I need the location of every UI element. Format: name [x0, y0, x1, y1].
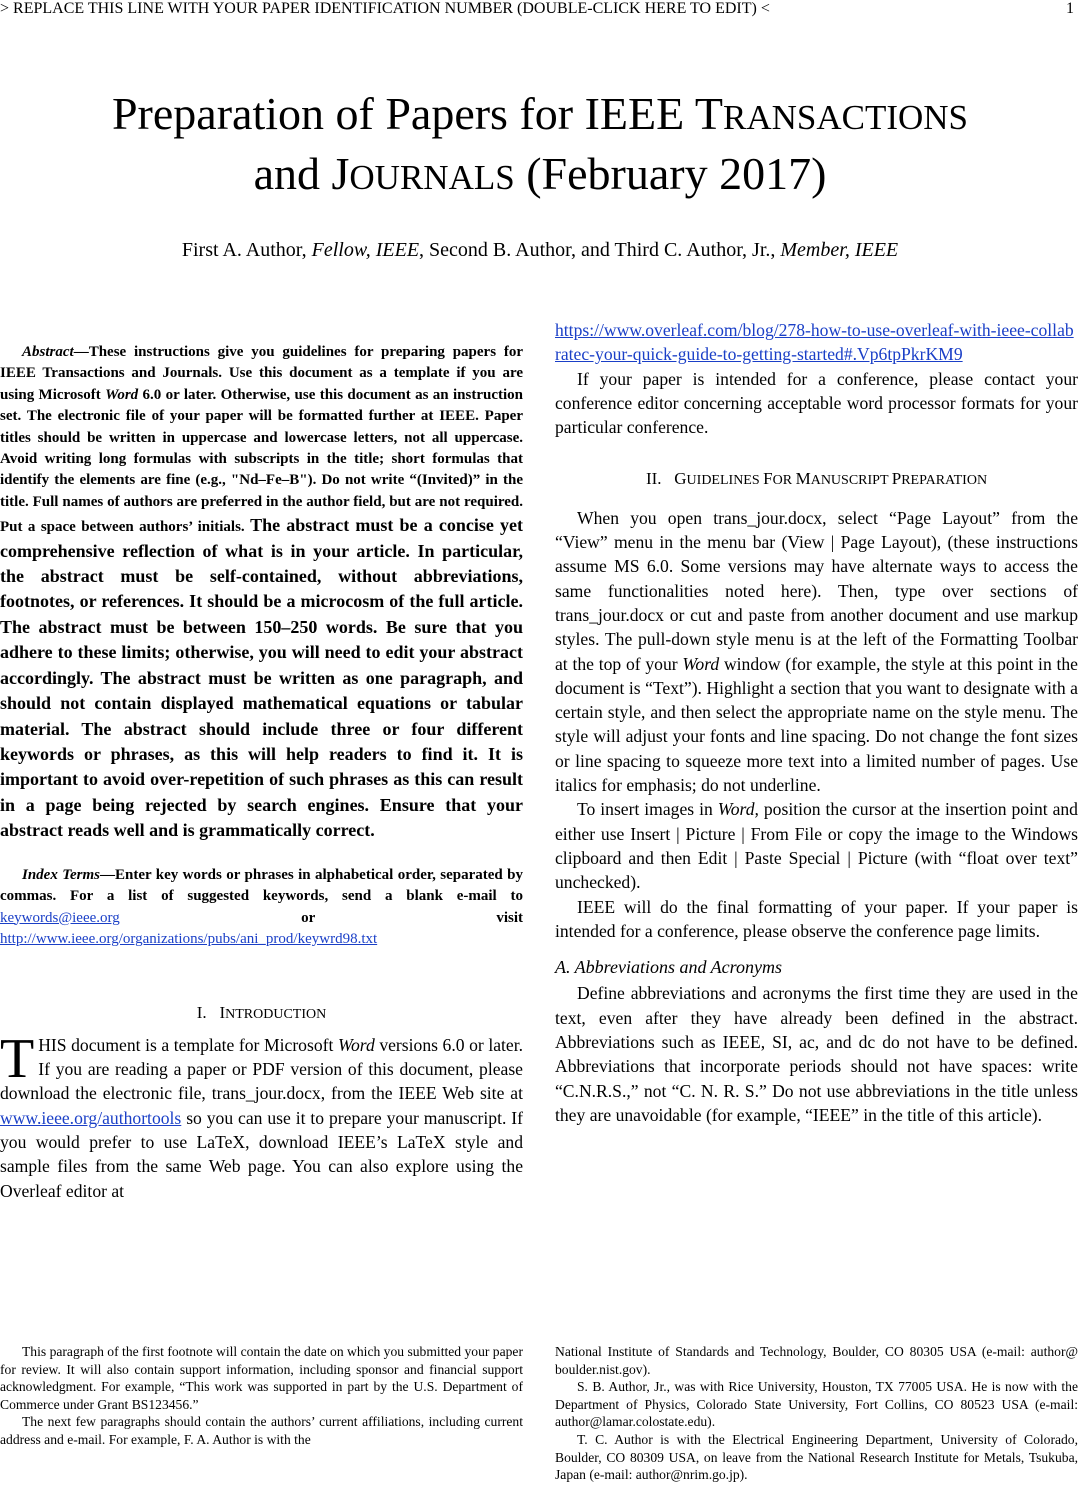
footnote-left [0, 1343, 523, 1449]
keywords-email-link[interactable]: keywords@ieee.org [0, 909, 120, 926]
subsection-heading-abbreviations: A. Abbreviations and Acronyms [555, 957, 782, 978]
section-heading-first: I [219, 1002, 226, 1022]
footnote-paragraph: This paragraph of the first footnote will contain the date on which you submitted your paper for review. It will also contain support information, including sponsor and financial support acknowledgment. For example, “This work was supported in part by the U.S. Department of Commerce under Grant BS123456.” [0, 1344, 523, 1412]
intro-text-2: versions 6.0 or later. If you are reading a paper or PDF version of this document, please download the electronic file, trans_jour.docx, from the IEEE Web site at [0, 1034, 523, 1104]
section-numeral: I. [196, 1002, 207, 1022]
footnote-right [555, 1343, 1078, 1484]
index-terms [0, 865, 523, 951]
heading-word: OR [772, 473, 796, 489]
heading-letter: G [674, 469, 687, 489]
intro-paragraph [0, 1027, 523, 1203]
paragraph-text: window (for example, the style at this point in the document is “Text”). Highlight a section that you want to designate with a certain style, and then select the appropriate name on the style menu. The style will adjust your fonts and line spacing. Do not change the font sizes or line spacing to squeeze more text into a limited number of pages. Use italics for emphasis; do not underline. [555, 653, 1078, 796]
title-part1: Preparation of Papers for IEEE T [111, 88, 723, 139]
overleaf-paragraph [555, 318, 1078, 367]
guidelines-paragraph-1 [555, 506, 1078, 798]
abstract-dash: — [73, 344, 89, 360]
page-number: 1 [1066, 0, 1074, 17]
title-part2: and J [253, 148, 350, 199]
heading-letter: M [795, 469, 811, 489]
index-terms-text: —Enter key words or phrases in alphabetical order, separated by commas. For a list of suggested keywords, send a blank e-mail to [0, 866, 523, 905]
heading-letter: P [891, 469, 902, 489]
intro-text-1: HIS document is a template for Microsoft [38, 1034, 338, 1055]
drop-cap: T [0, 1027, 35, 1090]
paper-title [0, 86, 1080, 206]
author-2: , Second B. Author, and Third C. Author, Jr., [419, 239, 781, 261]
footnote-paragraph: National Institute of Standards and Technology, Boulder, CO 80305 USA (e-mail: author@ boulder.nist.gov). [555, 1344, 1078, 1377]
conference-paragraph: If your paper is intended for a conference, please contact your conference editor concerning acceptable word processor formats for your particular conference. [555, 368, 1078, 438]
title-part2-end: (February 2017) [514, 148, 827, 199]
index-terms-or-visit: or visit [119, 909, 523, 926]
overleaf-link[interactable]: https://www.overleaf.com/blog/278-how-to-use-overleaf-with-ieee-collabratec-your-quick-guide-to-getting-started#.Vp6tpPkrKM9 [555, 320, 1074, 365]
title-part1-smallcaps: RANSACTIONS [722, 98, 969, 137]
paragraph-text: To insert images in [577, 799, 718, 820]
section-numeral: II. [645, 469, 662, 489]
heading-letter: F [763, 469, 773, 489]
intro-word: Word [337, 1034, 375, 1055]
author-line [0, 238, 1080, 262]
section-heading-rest: NTRODUCTION [225, 1006, 327, 1022]
author-1-role: Fellow, IEEE [311, 239, 420, 261]
abstract [0, 342, 523, 844]
paragraph-word: Word, [717, 799, 759, 820]
title-part2-smallcaps: OURNALS [349, 158, 515, 197]
heading-word: UIDELINES [686, 473, 764, 489]
right-column [555, 318, 1078, 1127]
heading-word: REPARATION [901, 473, 988, 489]
abstract-label: Abstract [22, 344, 74, 360]
intro-text-3: so you can use it to prepare your manuscript. If you would prefer to use LaTeX, download IEEE’s LaTeX style and sample files from the same Web page. You can also explore using the Overleaf editor at [0, 1107, 523, 1201]
paragraph-text: position the cursor at the insertion point and either use Insert | Picture | From File or copy the image to the Windows clipboard and then Edit | Paste Special | Picture (with “float over text” unchecked). [555, 799, 1078, 893]
authortools-link[interactable]: www.ieee.org/authortools [0, 1107, 182, 1128]
abstract-text-3: The abstract must be a concise yet comprehensive reflection of what is in your article. In particular, the abstract must be self-contained, without abbreviations, footnotes, or references. It should be a microcosm of the full article. The abstract must be between 150–250 words. Be sure that you adhere to these limits; otherwise, you will need to edit your abstract accordingly. The abstract must be written as one paragraph, and should not contain displayed mathematical equations or tabular material. The abstract should include three or four different keywords or phrases, as this will help readers to find it. It is important to avoid over-repetition of such phrases as this can result in a page being rejected by search engines. Ensure that your abstract reads well and is grammatically correct. [0, 515, 523, 841]
footnote-paragraph: T. C. Author is with the Electrical Engineering Department, University of Colorado, Boulder, CO 80309 USA, on leave from the National Research Institute for Metals, Tsukuba, Japan (e-mail: author@nrim.go.jp). [555, 1431, 1078, 1483]
section-heading-introduction [0, 1001, 523, 1027]
guidelines-paragraph-2 [555, 797, 1078, 894]
footnote-paragraph: The next few paragraphs should contain the authors’ current affiliations, including current address and e-mail. For example, F. A. Author is with the [0, 1414, 523, 1447]
section-heading-guidelines [555, 467, 1078, 493]
page-header [0, 0, 1080, 24]
author-3-role: Member, IEEE [780, 239, 899, 261]
guidelines-paragraph-3: IEEE will do the final formatting of your paper. If your paper is intended for a conference, please observe the conference page limits. [555, 896, 1078, 941]
header-identification-line[interactable]: > REPLACE THIS LINE WITH YOUR PAPER IDENTIFICATION NUMBER (DOUBLE-CLICK HERE TO EDIT) < [0, 0, 770, 17]
abstract-word: Word [105, 386, 139, 403]
paragraph-text: When you open trans_jour.docx, select “Page Layout” from the “View” menu in the menu bar (View | Page Layout), (these instructions assume MS 6.0. Some versions may have alternate ways to access the same functionalities noted here). Then, type over sections of trans_jour.docx or cut and paste from another document and use markup styles. The pull-down style menu is at the left of the Formatting Toolbar at the top of your [555, 507, 1078, 674]
paragraph-word: Word [682, 653, 720, 674]
index-terms-label: Index Terms [22, 866, 101, 883]
heading-word: ANUSCRIPT [810, 473, 892, 489]
abbreviations-paragraph: Define abbreviations and acronyms the first time they are used in the text, even after they have already been defined in the abstract. Abbreviations such as IEEE, SI, ac, and dc do not have to be defined. Abbreviations that incorporate periods should not have spaces: write “C.N.R.S.,” not “C. N. R. S.” Do not use abbreviations in the title unless they are unavoidable (for example, “IEEE” in the title of this article). [555, 983, 1078, 1125]
keywords-url-link[interactable]: http://www.ieee.org/organizations/pubs/ani_prod/keywrd98.txt [0, 931, 378, 948]
abstract-text-2: 6.0 or later. Otherwise, use this document as an instruction set. The electronic file of your paper will be formatted further at IEEE. Paper titles should be written in uppercase and lowercase letters, not all uppercase. Avoid writing long formulas with subscripts in the title; short formulas that identify the elements are fine (e.g., "Nd–Fe–B"). Do not write “(Invited)” in the title. Full names of authors are preferred in the author field, but are not required. Put a space between authors’ initials. [0, 386, 524, 536]
abstract-text-1: These instructions give you guidelines for preparing papers for IEEE Transactions and Journals. Use this document as a template if you are using Microsoft [0, 344, 523, 403]
left-column [0, 342, 523, 1203]
author-1: First A. Author, [181, 239, 312, 261]
footnote-paragraph: S. B. Author, Jr., was with Rice University, Houston, TX 77005 USA. He is now with the Department of Physics, Colorado State University, Fort Collins, CO 80523 USA (e-mail: author@lamar.colostate.edu). [555, 1379, 1078, 1430]
